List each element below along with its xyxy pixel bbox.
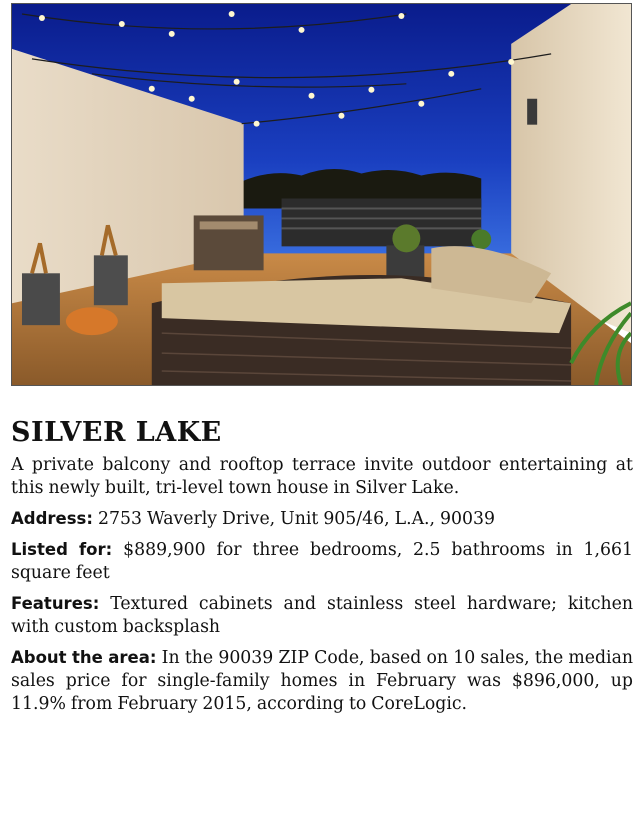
features-value: Textured cabinets and stainless steel hardware; kitchen with custom backsplash [11,594,633,637]
features-paragraph [11,592,633,639]
listed-label: Listed for: [11,540,113,559]
listed-paragraph [11,538,633,585]
listed-value: $889,900 for three bedrooms, 2.5 bathrooms in 1,661 square feet [11,540,634,583]
area-label: About the area: [11,648,157,667]
intro-paragraph: A private balcony and rooftop terrace invite outdoor entertaining at this newly built, tri-level town house in Silver Lake. [11,455,633,498]
headline: SILVER LAKE [11,417,222,448]
address-label: Address: [11,509,93,528]
features-label: Features: [11,594,100,613]
address-value: 2753 Waverly Drive, Unit 905/46, L.A., 90039 [97,509,496,529]
listing-article [11,418,633,723]
address-paragraph [11,507,633,531]
rooftop-terrace-photo [11,3,632,386]
area-paragraph [11,646,633,716]
area-value: In the 90039 ZIP Code, based on 10 sales, the median sales price for single-family homes in February was $896,000, up 11.9% from February 2015, according to CoreLogic. [11,648,633,714]
